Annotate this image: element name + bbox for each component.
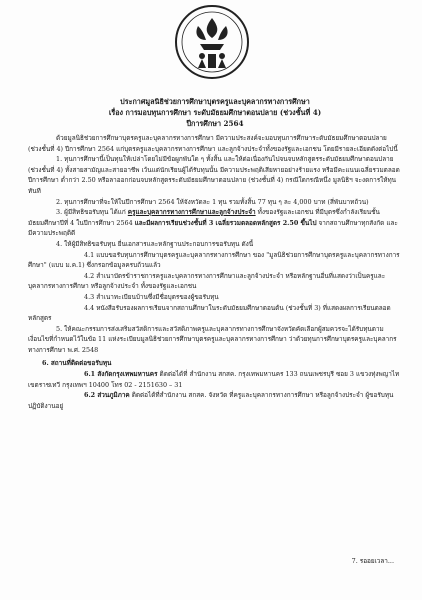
heading-subject: เรื่อง การมอบทุนการศึกษา ระดับมัธยมศึกษาตอนปลาย (ช่วงชั้นที่ 4) bbox=[108, 108, 322, 117]
clause-3-eligible: ครูและบุคลากรทางการศึกษาและลูกจ้างประจำ bbox=[127, 208, 256, 217]
clause-5: 5. ให้คณะกรรมการส่งเสริมสวัสดิการและสวัสดิภาพครูและบุคลากรทางการศึกษาจังหวัดคัดเลือกผู้สมควรจะได้รับทุนตามเงื่อนไขที่กำหนดไว้ในข้อ 11 แห่งระเบียบมูลนิธิช่วยการศึกษาบุตรครูและบุคลากรทางการศึกษา ว่าด้วยทุนการศึกษาบุตรครูและบุคลากรทางการศึกษา พ.ศ. 2548 bbox=[28, 324, 397, 354]
clause-4-4: 4.4 หนังสือรับรองผลการเรียนจากสถานศึกษาในระดับมัธยมศึกษาตอนต้น (ช่วงชั้นที่ 3) ที่แสดงผลการเรียนตลอดหลักสูตร bbox=[28, 303, 391, 323]
clause-6-2-label: 6.2 ส่วนภูมิภาค bbox=[84, 391, 130, 400]
clause-6-1-text: ติดต่อได้ที่ สำนักงาน สกสค. กรุงเทพมหานคร 133 ถนนเพชรบุรี ซอย 3 แขวงทุ่งพญาไท เขตราชเทวี กรุงเทพฯ 10400 โทร 02 - 2151630 – 31 bbox=[28, 370, 400, 389]
clause-1: 1. ทุนการศึกษานี้เป็นทุนให้เปล่าโดยไม่มีข้อผูกพันใด ๆ ทั้งสิ้น และให้ต่อเนื่องกันไปจนจบหลักสูตรระดับมัธยมศึกษาตอนปลาย (ช่วงชั้นที่ 4) ทั้งสายสามัญและสายอาชีพ เว้นแต่นักเรียนผู้ได้รับทุนนั้น มีความประพฤติเสียหายอย่างร้ายแรง หรือมีคะแนนเฉลี่ยรวมตลอดปีการศึกษา ต่ำกว่า 2.50 หรือลาออกก่อนจบหลักสูตรระดับมัธยมศึกษาตอนปลาย (ช่วงชั้นที่ 4) กรณีใดกรณีหนึ่ง มูลนิธิฯ จะงดการให้ทุนทันที bbox=[28, 155, 400, 195]
clause-3-grade-requirement: และมีผลการเรียนช่วงชั้นที่ 3 เฉลี่ยรวมตลอดหลักสูตร 2.50 ขึ้นไป bbox=[134, 218, 317, 227]
clause-2: 2. ทุนการศึกษาที่จะให้ในปีการศึกษา 2564 ให้จังหวัดละ 1 ทุน รวมทั้งสิ้น 77 ทุน ๆ ละ 4,000 บาท (สี่พันบาทถ้วน) bbox=[56, 197, 369, 206]
clause-6-2 bbox=[28, 390, 402, 411]
clause-3-tail: จากสถานศึกษาทุกสังกัด และมีความประพฤติดี bbox=[28, 218, 398, 238]
intro-paragraph: ด้วยมูลนิธิช่วยการศึกษาบุตรครูและบุคลากรทางการศึกษา มีความประสงค์จะมอบทุนการศึกษาระดับมัธยมศึกษาตอนปลาย (ช่วงชั้นที่ 4) ปีการศึกษา 2564 แก่บุตรครูและบุคลากรทางการศึกษา และลูกจ้างประจำทั้งของรัฐและเอกชน โดยมีรายละเอียดดังต่อไปนี้ bbox=[28, 134, 398, 153]
clause-4-2: 4.2 สำเนาบัตรข้าราชการครูและบุคลากรทางการศึกษาและลูกจ้างประจำ หรือหลักฐานอื่นที่แสดงว่าเป็นครูและบุคลากรทางการศึกษา หรือลูกจ้างประจำ ทั้งของรัฐและเอกชน bbox=[28, 271, 386, 291]
clause-3-mid: ทั้งของรัฐและเอกชน ที่มีบุตรซึ่งกำลังเรียนชั้นมัธยมศึกษาปีที่ 4 ในปีการศึกษา 2564 bbox=[28, 208, 380, 227]
clause-6-2-text: ติดต่อได้ที่สำนักงาน สกสค. จังหวัด ที่ครูและบุคลากรทางการศึกษา หรือลูกจ้างประจำ ผู้ขอรับทุนปฏิบัติงานอยู่ bbox=[28, 391, 394, 410]
heading-organization: ประกาศมูลนิธิช่วยการศึกษาบุตรครูและบุคลากรทางการศึกษา bbox=[120, 97, 310, 106]
heading-academic-year: ปีการศึกษา 2564 bbox=[186, 119, 244, 128]
clause-6-1-label: 6.1 สังกัดกรุงเทพมหานคร bbox=[84, 370, 158, 379]
clause-4: 4. ให้ผู้มีสิทธิขอรับทุน ยื่นเอกสารและหลักฐานประกอบการขอรับทุน ดังนี้ bbox=[56, 239, 254, 248]
announcement-heading bbox=[44, 96, 386, 129]
clause-4-3: 4.3 สำเนาทะเบียนบ้านซึ่งมีชื่อบุตรของผู้ขอรับทุน bbox=[84, 292, 219, 301]
clause-4-1: 4.1 แบบขอรับทุนการศึกษาบุตรครูและบุคลากรทางการศึกษา ของ "มูลนิธิช่วยการศึกษาบุตรครูและบุคลากรทางการศึกษา" (แบบ ม.ค.1) ซึ่งกรอกข้อมูลครบถ้วนแล้ว bbox=[28, 250, 400, 270]
continuation-marker: 7. รออยเวลา... bbox=[351, 557, 394, 565]
foundation-seal-logo bbox=[174, 4, 250, 80]
clause-3 bbox=[28, 207, 402, 239]
clause-3-lead: 3. ผู้มีสิทธิขอรับทุน ได้แก่ bbox=[56, 208, 128, 217]
clause-6-heading: 6. สถานที่ติดต่อขอรับทุน bbox=[42, 359, 112, 368]
clause-6-1 bbox=[28, 369, 402, 390]
